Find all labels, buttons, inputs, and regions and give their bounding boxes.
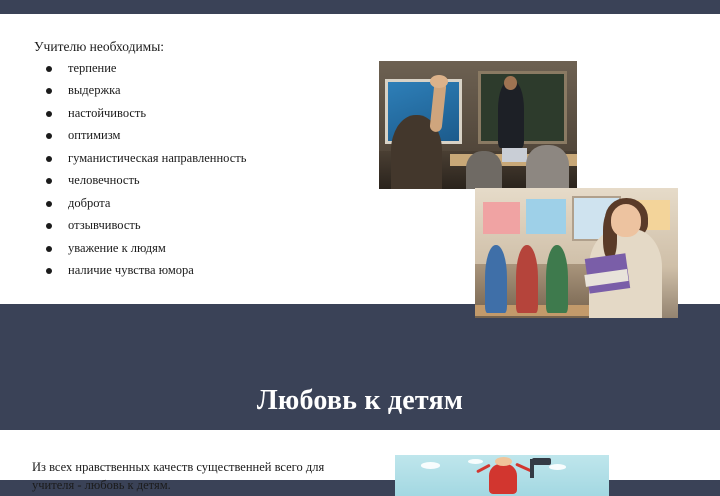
list-item: отзывчивость	[34, 219, 334, 232]
pupil-figure	[516, 245, 538, 313]
classroom-teacher-figure	[498, 81, 524, 148]
list-item: терпение	[34, 62, 334, 75]
list-item: человечность	[34, 174, 334, 187]
cartoon-character-body	[489, 464, 517, 494]
classroom-raised-hand-photo	[379, 61, 577, 189]
wall-poster-pink	[483, 202, 520, 235]
cartoon-illustration	[395, 455, 609, 496]
flag-icon	[532, 458, 551, 465]
raised-hand	[430, 75, 448, 88]
list-item: гуманистическая направленность	[34, 152, 334, 165]
list-item: уважение к людям	[34, 242, 334, 255]
list-item: настойчивость	[34, 107, 334, 120]
qualities-list-block	[34, 40, 334, 287]
pupil-figure	[485, 245, 507, 313]
classroom-laptop	[502, 148, 528, 162]
qualities-intro-text: Учителю необходимы:	[34, 39, 165, 54]
classroom-student-right	[526, 145, 570, 189]
slide-love-canvas	[0, 430, 720, 492]
cloud-icon	[421, 462, 440, 469]
smiling-teacher-photo	[475, 188, 678, 324]
list-item: доброта	[34, 197, 334, 210]
love-body-text: Из всех нравственных качеств существенней всего для учителя - любовь к детям.	[32, 459, 325, 492]
page-title: Любовь к детям	[256, 384, 464, 416]
classroom-teacher-head	[504, 76, 517, 90]
wall-poster-blue	[526, 199, 567, 234]
list-item: оптимизм	[34, 129, 334, 142]
pupil-figure	[546, 245, 568, 313]
classroom-student-mid	[466, 151, 502, 189]
list-item: выдержка	[34, 84, 334, 97]
slide-love-for-children	[0, 318, 720, 492]
cloud-icon	[549, 464, 566, 470]
cloud-icon	[468, 459, 483, 464]
list-item: наличие чувства юмора	[34, 264, 334, 277]
teacher-head	[611, 204, 641, 237]
slide-qualities-canvas	[0, 14, 720, 304]
qualities-bullet-list	[34, 62, 334, 277]
